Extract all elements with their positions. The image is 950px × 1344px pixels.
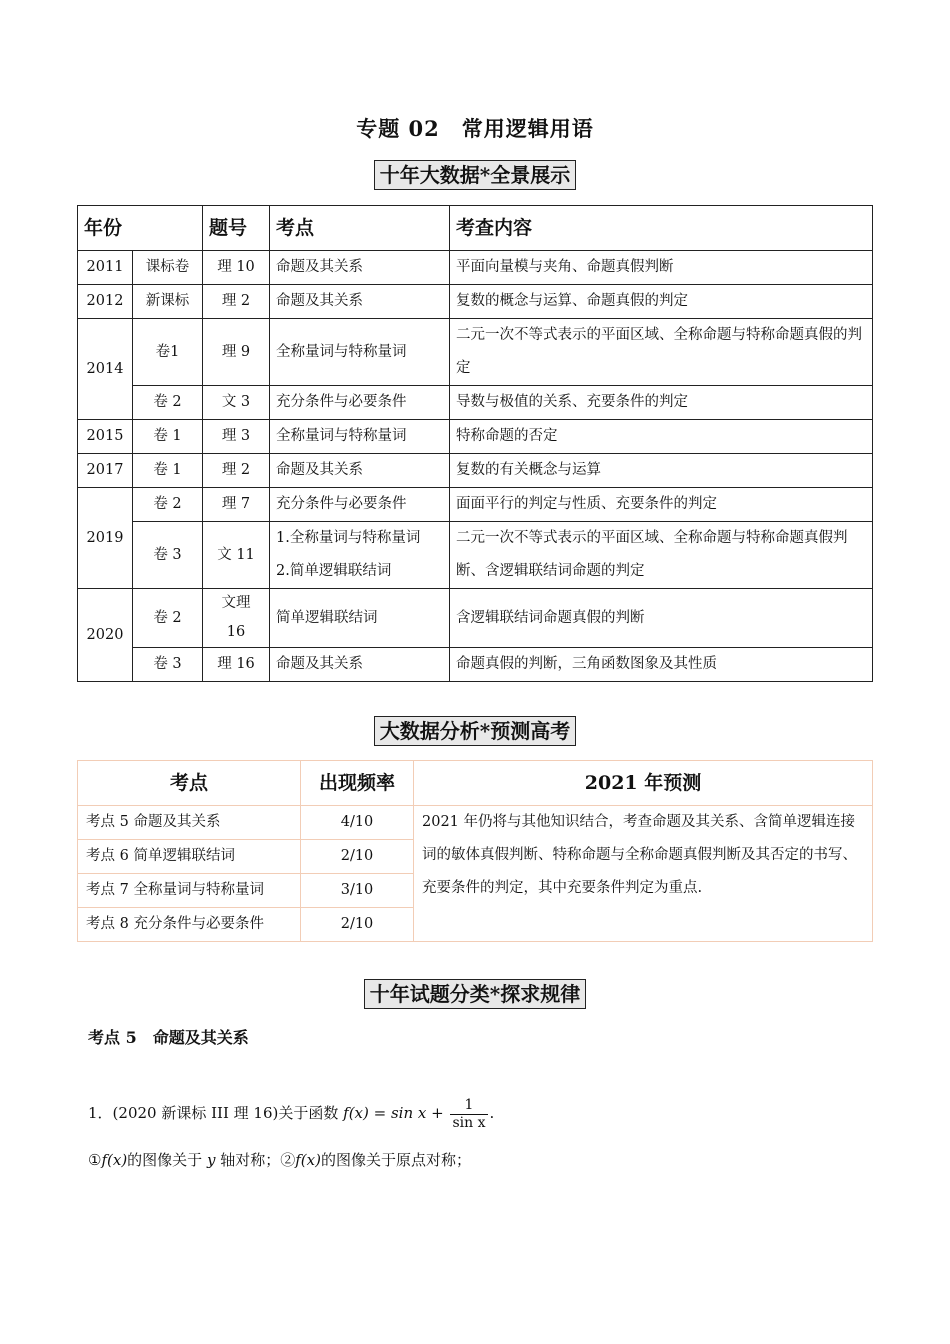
table-row: 卷 3 理 16 命题及其关系 命题真假的判断，三角函数图象及其性质	[78, 648, 873, 682]
table-row: 2020 卷 2 文理 16 简单逻辑联结词 含逻辑联结词命题真假的判断	[78, 589, 873, 648]
section-header-analysis: 大数据分析*预测高考	[0, 716, 950, 746]
table-row: 考点 7 全称量词与特称量词 3/10	[78, 874, 873, 908]
question-1: 1．(2020 新课标 III 理 16)关于函数 f(x) = sin x + $\frac{1}{\text{sin x}}$ .	[88, 1096, 495, 1131]
table-row: 2014 卷1 理 9 全称量词与特称量词 二元一次不等式表示的平面区域、全称命题与特称命题真假的判定	[78, 319, 873, 386]
frequency-table	[77, 760, 873, 942]
header-num: 题号	[203, 206, 270, 251]
question-1-options: ①f(x)的图像关于 y 轴对称；②f(x)的图像关于原点对称；	[88, 1151, 471, 1169]
table-row: 2015 卷 1 理 3 全称量词与特称量词 特称命题的否定	[78, 420, 873, 454]
page-title: 专题 02 常用逻辑用语	[356, 116, 594, 141]
table-row: 卷 2 文 3 充分条件与必要条件 导数与极值的关系、充要条件的判定	[78, 386, 873, 420]
header-frequency: 出现频率	[301, 761, 414, 806]
table-row: 考点 6 简单逻辑联结词 2/10	[78, 840, 873, 874]
prediction-text: 2021 年仍将与其他知识结合，考查命题及其关系、含简单逻辑连接词的敏体真假判断、特称命题与全称命题真假判断及其否定的书写、充要条件的判定，其中充要条件判定为重点.	[414, 806, 873, 942]
table-row: 考点 8 充分条件与必要条件 2/10	[78, 908, 873, 942]
header-content: 考查内容	[450, 206, 873, 251]
table-row: 2011 课标卷 理 10 命题及其关系 平面向量模与夹角、命题真假判断	[78, 251, 873, 285]
table-row: 2019 卷 2 理 7 充分条件与必要条件 面面平行的判定与性质、充要条件的判定	[78, 488, 873, 522]
header-point: 考点	[270, 206, 450, 251]
table-row: 2017 卷 1 理 2 命题及其关系 复数的有关概念与运算	[78, 454, 873, 488]
table-header-row	[78, 761, 873, 806]
fraction: $\frac{1}{\text{sin x}}$	[452, 1096, 486, 1131]
table-row: 考点 5 命题及其关系 4/10 2021 年仍将与其他知识结合，考查命题及其关系、含简单逻辑连接词的敏体真假判断、特称命题与全称命题真假判断及其否定的书写、充要条件的判定，其中充要条件判定为重点.	[78, 806, 873, 840]
section-header-overview: 十年大数据*全景展示	[0, 160, 950, 190]
header-year: 年份	[78, 206, 203, 251]
table-header-row	[78, 206, 873, 251]
header-prediction: 2021 年预测	[414, 761, 873, 806]
header-point: 考点	[78, 761, 301, 806]
table-row: 2012 新课标 理 2 命题及其关系 复数的概念与运算、命题真假的判定	[78, 285, 873, 319]
section-header-classification: 十年试题分类*探求规律	[0, 979, 950, 1009]
table-row: 卷 3 文 11 1.全称量词与特称量词 2.简单逻辑联结词 二元一次不等式表示的平面区域、全称命题与特称命题真假判断、含逻辑联结词命题的判定	[78, 522, 873, 589]
kaodian-heading: 考点 5 命题及其关系	[88, 1028, 249, 1047]
exam-history-table	[77, 205, 873, 682]
